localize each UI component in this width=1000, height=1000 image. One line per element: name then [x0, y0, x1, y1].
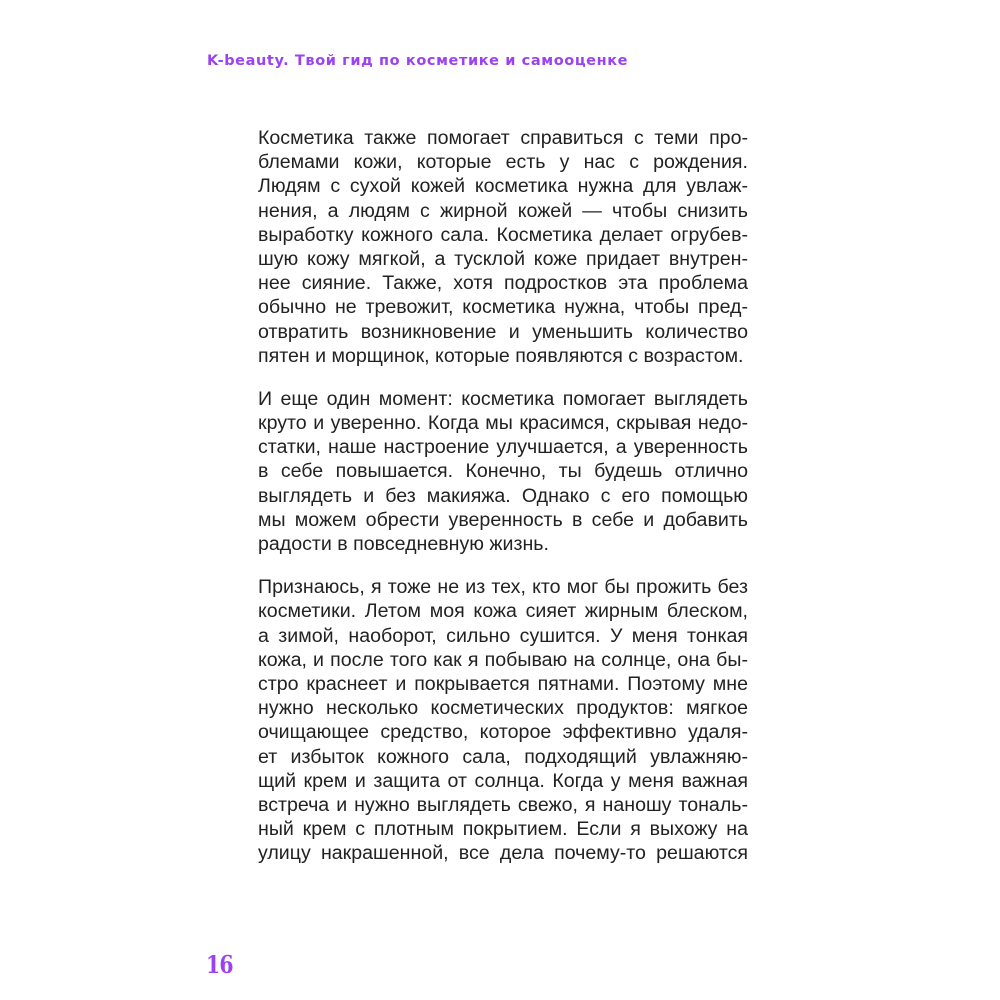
body-text: [258, 126, 748, 884]
text-line: встреча и нужно выглядеть свежо, я наношу тональ-: [258, 793, 748, 816]
text-line: круто и уверенно. Когда мы красимся, скрывая недо-: [258, 412, 748, 435]
text-line: отвратить возникновение и уменьшить количество: [258, 320, 748, 343]
text-line: мы можем обрести уверенность в себе и добавить: [258, 508, 748, 531]
text-line: нужно несколько косметических продуктов: мягкое: [258, 697, 748, 720]
running-header: K-beauty. Твой гид по косметике и самооценке: [207, 53, 629, 69]
text-line: блемами кожи, которые есть у нас с рождения.: [258, 151, 748, 174]
text-line: щий крем и защита от солнца. Когда у меня важная: [258, 769, 748, 792]
text-line: Признаюсь, я тоже не из тех, кто мог бы прожить без: [258, 576, 748, 599]
text-line: нения, а людям с жирной кожей — чтобы снизить: [258, 199, 748, 222]
text-line: Косметика также помогает справиться с теми про-: [258, 127, 748, 149]
text-line: ет избыток кожного сала, подходящий увлажняю-: [258, 745, 748, 768]
text-line: шую кожу мягкой, а тусклой коже придает внутрен-: [258, 247, 748, 270]
text-line: ный крем с плотным покрытием. Если я выхожу на: [258, 818, 748, 841]
text-line: улицу накрашенной, все дела почему-то решаются: [258, 842, 748, 865]
text-line: в себе повышается. Конечно, ты будешь отлично: [258, 460, 748, 483]
text-line: кожа, и после того как я побываю на солнце, она бы-: [258, 648, 748, 671]
text-line: выглядеть и без макияжа. Однако с его помощью: [258, 484, 748, 507]
paragraph-1: [258, 126, 748, 368]
text-line: выработку кожного сала. Косметика делает огрубев-: [258, 223, 748, 246]
text-line: а зимой, наоборот, сильно сушится. У меня тонкая: [258, 624, 748, 647]
text-line: радости в повседневную жизнь.: [258, 533, 549, 555]
text-line: косметики. Летом моя кожа сияет жирным блеском,: [258, 600, 748, 623]
paragraph-3: [258, 575, 748, 865]
text-line: статки, наше настроение улучшается, а уверенность: [258, 436, 748, 459]
text-line: И еще один момент: косметика помогает выглядеть: [258, 387, 748, 410]
page-number: 16: [206, 950, 233, 979]
text-line: нее сияние. Также, хотя подростков эта проблема: [258, 272, 748, 295]
text-line: Людям с сухой кожей косметика нужна для увлаж-: [258, 175, 748, 198]
text-line: стро краснеет и покрывается пятнами. Поэтому мне: [258, 672, 748, 695]
text-line: обычно не тревожит, косметика нужна, чтобы пред-: [258, 296, 748, 319]
text-line: очищающее средство, которое эффективно удаля-: [258, 721, 748, 744]
paragraph-2: [258, 387, 748, 556]
text-line: пятен и морщинок, которые появляются с возрастом.: [258, 344, 744, 367]
